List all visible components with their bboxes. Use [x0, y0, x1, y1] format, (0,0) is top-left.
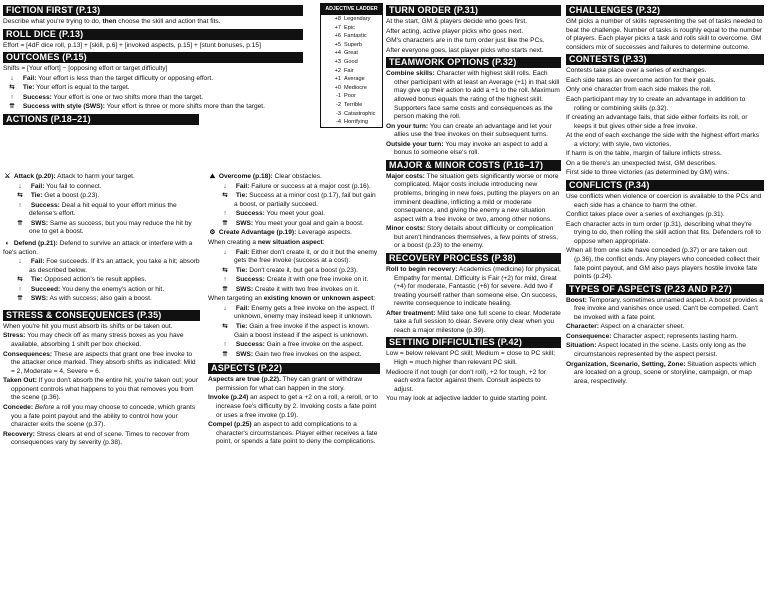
arrow-up-icon: ↑	[18, 285, 22, 293]
conflicts-line: Conflict takes place over a series of exchanges (p.31).	[566, 211, 725, 219]
create-existing-tie: ⇆ Tie: Gain a free invoke if the aspect is known. Gain a boost instead if the aspect is unknown.	[222, 323, 370, 339]
overcome-fail: ↓ Fail: Failure or success at a major cost (p.16).	[223, 182, 371, 190]
column-1-bottom	[3, 173, 200, 449]
double-arrow-up-icon: ⇈	[222, 350, 228, 358]
defend-tie: ⇆ Tie: Opposed action's tie result applies.	[17, 276, 147, 284]
stress-header: STRESS & CONSEQUENCES (P.35)	[3, 310, 200, 321]
turn-order-line: GM's characters are in the turn order just like the PCs.	[386, 37, 545, 45]
arrow-down-icon: ↓	[223, 304, 227, 312]
conflicts-line: Use conflicts when violence or coercion is available to the PCs and each side has a chance to harm the other.	[566, 193, 762, 209]
ladder-title: ADJECTIVE LADDER	[321, 4, 382, 15]
swap-arrows-icon: ⇆	[9, 84, 15, 92]
recovery-item: Recovery: Stress clears at end of scene. Times to recover from consequences vary by severity (p.38).	[3, 430, 190, 447]
ladder-row: +3 Good	[334, 58, 358, 65]
column-4	[566, 3, 764, 387]
attack-success: ↑ Success: Deal a hit equal to your effort minus the defense's effort.	[18, 201, 177, 218]
outcome-success: ↑ Success: Your effort is one or two shifts more than the target.	[10, 93, 204, 101]
swap-arrows-icon: ⇆	[222, 266, 228, 274]
arrow-up-icon: ↑	[223, 341, 227, 349]
create-new-fail: ↓ Fail: Either don't create it, or do it but the enemy gets the free invoke (success at a cost).	[223, 248, 378, 265]
contests-line: Contests take place over a series of exchanges.	[566, 67, 707, 75]
contests-header: CONTESTS (P.33)	[566, 54, 764, 65]
create-existing-fail: ↓ Fail: Enemy gets a free invoke on the aspect. If unknown, enemy may instead keep it unknown.	[223, 304, 375, 321]
turn-order-line: After everyone goes, last player picks who starts next.	[386, 46, 544, 54]
attack-action: ⚔ Attack (p.20): Attack to harm your target.	[4, 173, 135, 180]
arrow-down-icon: ↓	[223, 182, 227, 190]
contests-line: Only one character from each side makes the roll.	[566, 86, 712, 94]
create-advantage-action: ⚙ Create Advantage (p.19): Leverage aspects.	[209, 229, 352, 237]
taken-out-item: Taken Out: If you don't absorb the entire hit, you're taken out; your opponent controls what happens to you that removes you from the scene (p.36).	[3, 377, 198, 402]
challenges-header: CHALLENGES (P.32)	[566, 5, 764, 16]
roll-dice-header: ROLL DICE (P.13)	[3, 29, 303, 40]
contests-line: Each side takes an overcome action for their goals.	[566, 76, 716, 84]
adjective-ladder	[320, 3, 383, 128]
create-new-tie: ⇆ Tie: Don't create it, but get a boost (p.23).	[222, 266, 358, 274]
double-arrow-up-icon: ⇈	[17, 219, 23, 227]
difficulties-line: Low = below relevant PC skill; Medium = close to PC skill; High = much higher than relevant PC skill.	[386, 350, 555, 366]
defend-success: ↑ Succeed: You deny the enemy's action or hit.	[18, 285, 165, 293]
overcome-sws: ⇈ SWS: You meet your goal and gain a boost.	[222, 219, 364, 227]
create-new-sws: ⇈ SWS: Create it with two free invokes on it.	[222, 285, 359, 293]
minor-costs: Minor costs: Story details about difficulty or complication but aren't hindrances themselves, a few points of stress, or a boost (p.23) to the enemy.	[386, 225, 558, 250]
type-character: Character: Aspect on a character sheet.	[566, 323, 685, 331]
create-existing-sws: ⇈ SWS: Gain two free invokes on the aspect.	[222, 350, 362, 358]
type-situation: Situation: Aspect located in the scene. Lasts only long as the circumstances represented by the aspect persist.	[566, 342, 746, 358]
attack-fail: ↓ Fail: You fail to connect.	[18, 182, 102, 190]
difficulties-header: SETTING DIFFICULTIES (P.42)	[386, 337, 561, 348]
outcome-tie: ⇆ Tie: Your effort is equal to the target.	[9, 84, 130, 92]
conflicts-line: Each character acts in turn order (p.31), describing what they're trying to do, then rolling the skill action that fits. Defenders roll to oppose when appropriate.	[566, 220, 761, 245]
defend-sws: ⇈ SWS: As with success; also gain a boost.	[17, 295, 152, 303]
overcome-icon: ⛰	[209, 173, 216, 180]
arrow-down-icon: ↓	[223, 248, 227, 256]
swap-arrows-icon: ⇆	[17, 192, 23, 200]
overcome-success: ↑ Success: You meet your goal.	[223, 210, 325, 218]
difficulties-line: You may look at adjective ladder to guide starting point.	[386, 395, 548, 403]
column-2	[208, 173, 380, 448]
teamwork-outside-turn: Outside your turn: You may invoke an aspect to add a bonus to someone else's roll.	[386, 140, 548, 157]
roll-dice-text: Effort = [4dF dice roll, p.13] + [skill, p.6] + [invoked aspects, p.15] + [stunt bonuses, p.15]	[3, 41, 261, 49]
type-organization: Organization, Scenario, Setting, Zone: Situation aspects which are located on a group, scene or storyline, campaign, or map area, respectively.	[566, 360, 757, 385]
contests-line: On a tie there's an unexpected twist, GM describes.	[566, 159, 717, 167]
fiction-first-header: FICTION FIRST (P.13)	[3, 5, 303, 16]
defend-fail: ↓ Fail: Foe succeeds. If it's an attack, you take a hit; absorb as described below.	[18, 258, 200, 274]
create-new-success: ↑ Success: Create it with one free invoke on it.	[223, 276, 369, 284]
double-arrow-up-icon: ⇈	[222, 285, 228, 293]
create-advantage-icon: ⚙	[209, 229, 216, 237]
ladder-row: +8 Legendary	[334, 16, 371, 22]
ladder-row: +1 Average	[334, 76, 365, 83]
costs-header: MAJOR & MINOR COSTS (P.16–17)	[386, 160, 561, 171]
ladder-row: +4 Great	[334, 50, 358, 57]
ladder-row: +7 Epic	[334, 24, 355, 31]
outcome-sws: ⇈ Success with style (SWS): Your effort is three or more shifts more than the target.	[9, 103, 265, 111]
double-arrow-up-icon: ⇈	[17, 295, 23, 303]
ladder-row: +2 Fair	[334, 67, 354, 74]
ladder-row: -2 Terrible	[336, 101, 363, 108]
attack-tie: ⇆ Tie: Get a boost (p.23).	[17, 192, 100, 200]
aspects-true-item: Aspects are true (p.22). They can grant or withdraw permission for what can happen in the story.	[208, 376, 363, 392]
ladder-row: -1 Poor	[336, 93, 356, 100]
defend-icon: ◐	[5, 239, 10, 247]
types-header: TYPES OF ASPECTS (P.23 AND P.27)	[566, 284, 764, 295]
recovery-after: After treatment: Mild take one full scene to clear. Moderate take a full session to clear. Severe only clear when you reach a major milestone (p.39).	[386, 309, 561, 334]
turn-order-header: TURN ORDER (P.31)	[386, 5, 561, 16]
column-1-top	[3, 3, 303, 127]
consequences-item: Consequences: These are aspects that grant one free invoke to the attacker once marked. They absorb shifts as indicated: Mild = 2, Moderate = 4, Severe = 6.	[3, 350, 196, 375]
aspects-compel-item: Compel (p.25) an aspect to add complications to a character's circumstances. Player either receives a fate point, or spends a fate point to deny the complications.	[208, 421, 378, 446]
contests-line: At the end of each exchange the side with the highest effort marks a victory; with style, two victories.	[566, 132, 760, 148]
overcome-tie: ⇆ Tie: Success at a minor cost (p.17), fail but gain a boost, or partially succeed.	[222, 192, 376, 208]
double-arrow-up-icon: ⇈	[9, 103, 15, 111]
teamwork-combine: Combine skills: Character with highest skill rolls. Each other participant with at least an Average (+1) in that skill may give up their action to add a +1 to the roll. Maximum allowed bonus equals the rating of the highest skill. Supporters face same costs and consequences as the person making the roll.	[386, 70, 560, 121]
contests-line: Each participant may try to create an advantage in addition to rolling or combining skills (p.32).	[566, 95, 746, 112]
swap-arrows-icon: ⇆	[17, 276, 23, 284]
arrow-up-icon: ↑	[18, 201, 22, 209]
outcomes-intro: Shifts = [Your effort] − [opposing effort or target difficulty]	[3, 65, 168, 73]
conflicts-line: When all from one side have conceded (p.37) or are taken out (p.36), the conflict ends. Any players who conceded collect their fate point payout, and GM also pays players hostile invoke fate points (p.24).	[566, 247, 760, 281]
double-arrow-up-icon: ⇈	[222, 219, 228, 227]
defend-action: ◐ Defend (p.21): Defend to survive an attack or interfere with a foe's action.	[3, 239, 193, 256]
create-existing-intro: When targeting an existing known or unknown aspect:	[208, 295, 376, 303]
create-existing-success: ↑ Success: Gain a free invoke on the aspect.	[223, 341, 364, 349]
major-costs: Major costs: The situation gets significantly worse or more complicated. Major costs include introducing new problems, bringing in new foes, putting the players on an imminent deadline, inflicting a mild or moderate consequence, and giving the enemy a new situation aspect with a free invoke or two, among other notions.	[386, 172, 560, 223]
ladder-row: -3 Catastrophic	[336, 110, 376, 117]
conflicts-header: CONFLICTS (P.34)	[566, 180, 764, 191]
fiction-first-text: Describe what you're trying to do, then choose the skill and action that fits.	[3, 18, 221, 25]
ladder-row: +6 Fantastic	[334, 33, 367, 40]
outcomes-header: OUTCOMES (P.15)	[3, 52, 303, 63]
attack-icon: ⚔	[4, 173, 11, 180]
arrow-down-icon: ↓	[18, 258, 22, 266]
recovery-roll: Roll to begin recovery: Academics (medicine) for physical, Empathy for mental. Difficulty is Fair (+2) for mild, Great (+4) for moderate, Fantastic (+6) for severe. Add two if treating yourself rather than someone else. On success, rewrite consequence to indicate healing.	[386, 265, 561, 308]
arrow-up-icon: ↑	[10, 93, 14, 101]
overcome-action: ⛰ Overcome (p.18): Clear obstacles.	[209, 173, 322, 180]
outcome-fail: ↓ Fail: Your effort is less than the target difficulty or opposing effort.	[10, 74, 214, 82]
arrow-down-icon: ↓	[18, 182, 22, 190]
contests-line: If harm is on the table, margin of failure inflicts stress.	[566, 150, 722, 158]
aspects-invoke-item: Invoke (p.24) an aspect to get a +2 on a roll, a reroll, or to increase foe's difficulty by 2. Invoking costs a fate point or uses a free invoke (p.19).	[208, 394, 378, 419]
contests-line: First side to three victories (as determined by GM) wins.	[566, 169, 730, 177]
teamwork-header: TEAMWORK OPTIONS (P.32)	[386, 57, 561, 68]
stress-item: Stress: You may check off as many stress boxes as you have available, absorbing 1 shift per box checked.	[3, 332, 184, 348]
create-new-intro: When creating a new situation aspect:	[208, 238, 325, 246]
ladder-row: -4 Horrifying	[336, 119, 368, 126]
challenges-text: GM picks a number of skills representing the set of tasks needed to beat the challenge. Number of tasks is roughly equal to the number of players. Each player picks a task and rolls skill to overcome. GM considers mix of successes and failures to determine outcome.	[566, 18, 763, 51]
recovery-header: RECOVERY PROCESS (P.38)	[386, 253, 561, 264]
type-boost: Boost: Temporary, sometimes unnamed aspect. A boost provides a free invoke and vanishes once used. Can't be compelled. Can't be invoked with a fate point.	[566, 296, 763, 321]
stress-intro: When you're hit you must absorb its shifts or be taken out.	[3, 322, 173, 330]
ladder-row: +5 Superb	[334, 41, 363, 48]
swap-arrows-icon: ⇆	[222, 323, 228, 330]
arrow-up-icon: ↑	[223, 210, 227, 218]
turn-order-line: At the start, GM & players decide who goes first.	[386, 18, 528, 25]
type-consequence: Consequence: Character aspect; represents lasting harm.	[566, 332, 738, 340]
contests-line: If creating an advantage fails, that side either forfeits its roll, or keeps it but gives other side a free invoke.	[566, 114, 748, 130]
ladder-row: +0 Mediocre	[334, 84, 368, 91]
arrow-up-icon: ↑	[223, 276, 227, 284]
aspects-header: ASPECTS (P.22)	[208, 363, 380, 374]
column-3	[386, 3, 561, 405]
actions-header: ACTIONS (P.18–21)	[3, 114, 199, 125]
arrow-down-icon: ↓	[10, 74, 14, 82]
attack-sws: ⇈ SWS: Same as success, but you may reduce the hit by one to get a boost.	[17, 219, 192, 236]
turn-order-line: After acting, active player picks who goes next.	[386, 27, 524, 35]
teamwork-on-turn: On your turn: You can create an advantage and let your allies use the free invokes on their subsequent turns.	[386, 122, 552, 139]
difficulties-line: Mediocre if not tough (or don't roll), +2 for tough, +2 for each extra factor against them. Consult aspects to adjust.	[386, 368, 546, 393]
swap-arrows-icon: ⇆	[222, 192, 228, 200]
concede-item: Concede: Before a roll you may choose to concede, which grants you a fate point payout and the ability to control how your character exits the scene (p.37).	[3, 403, 196, 429]
